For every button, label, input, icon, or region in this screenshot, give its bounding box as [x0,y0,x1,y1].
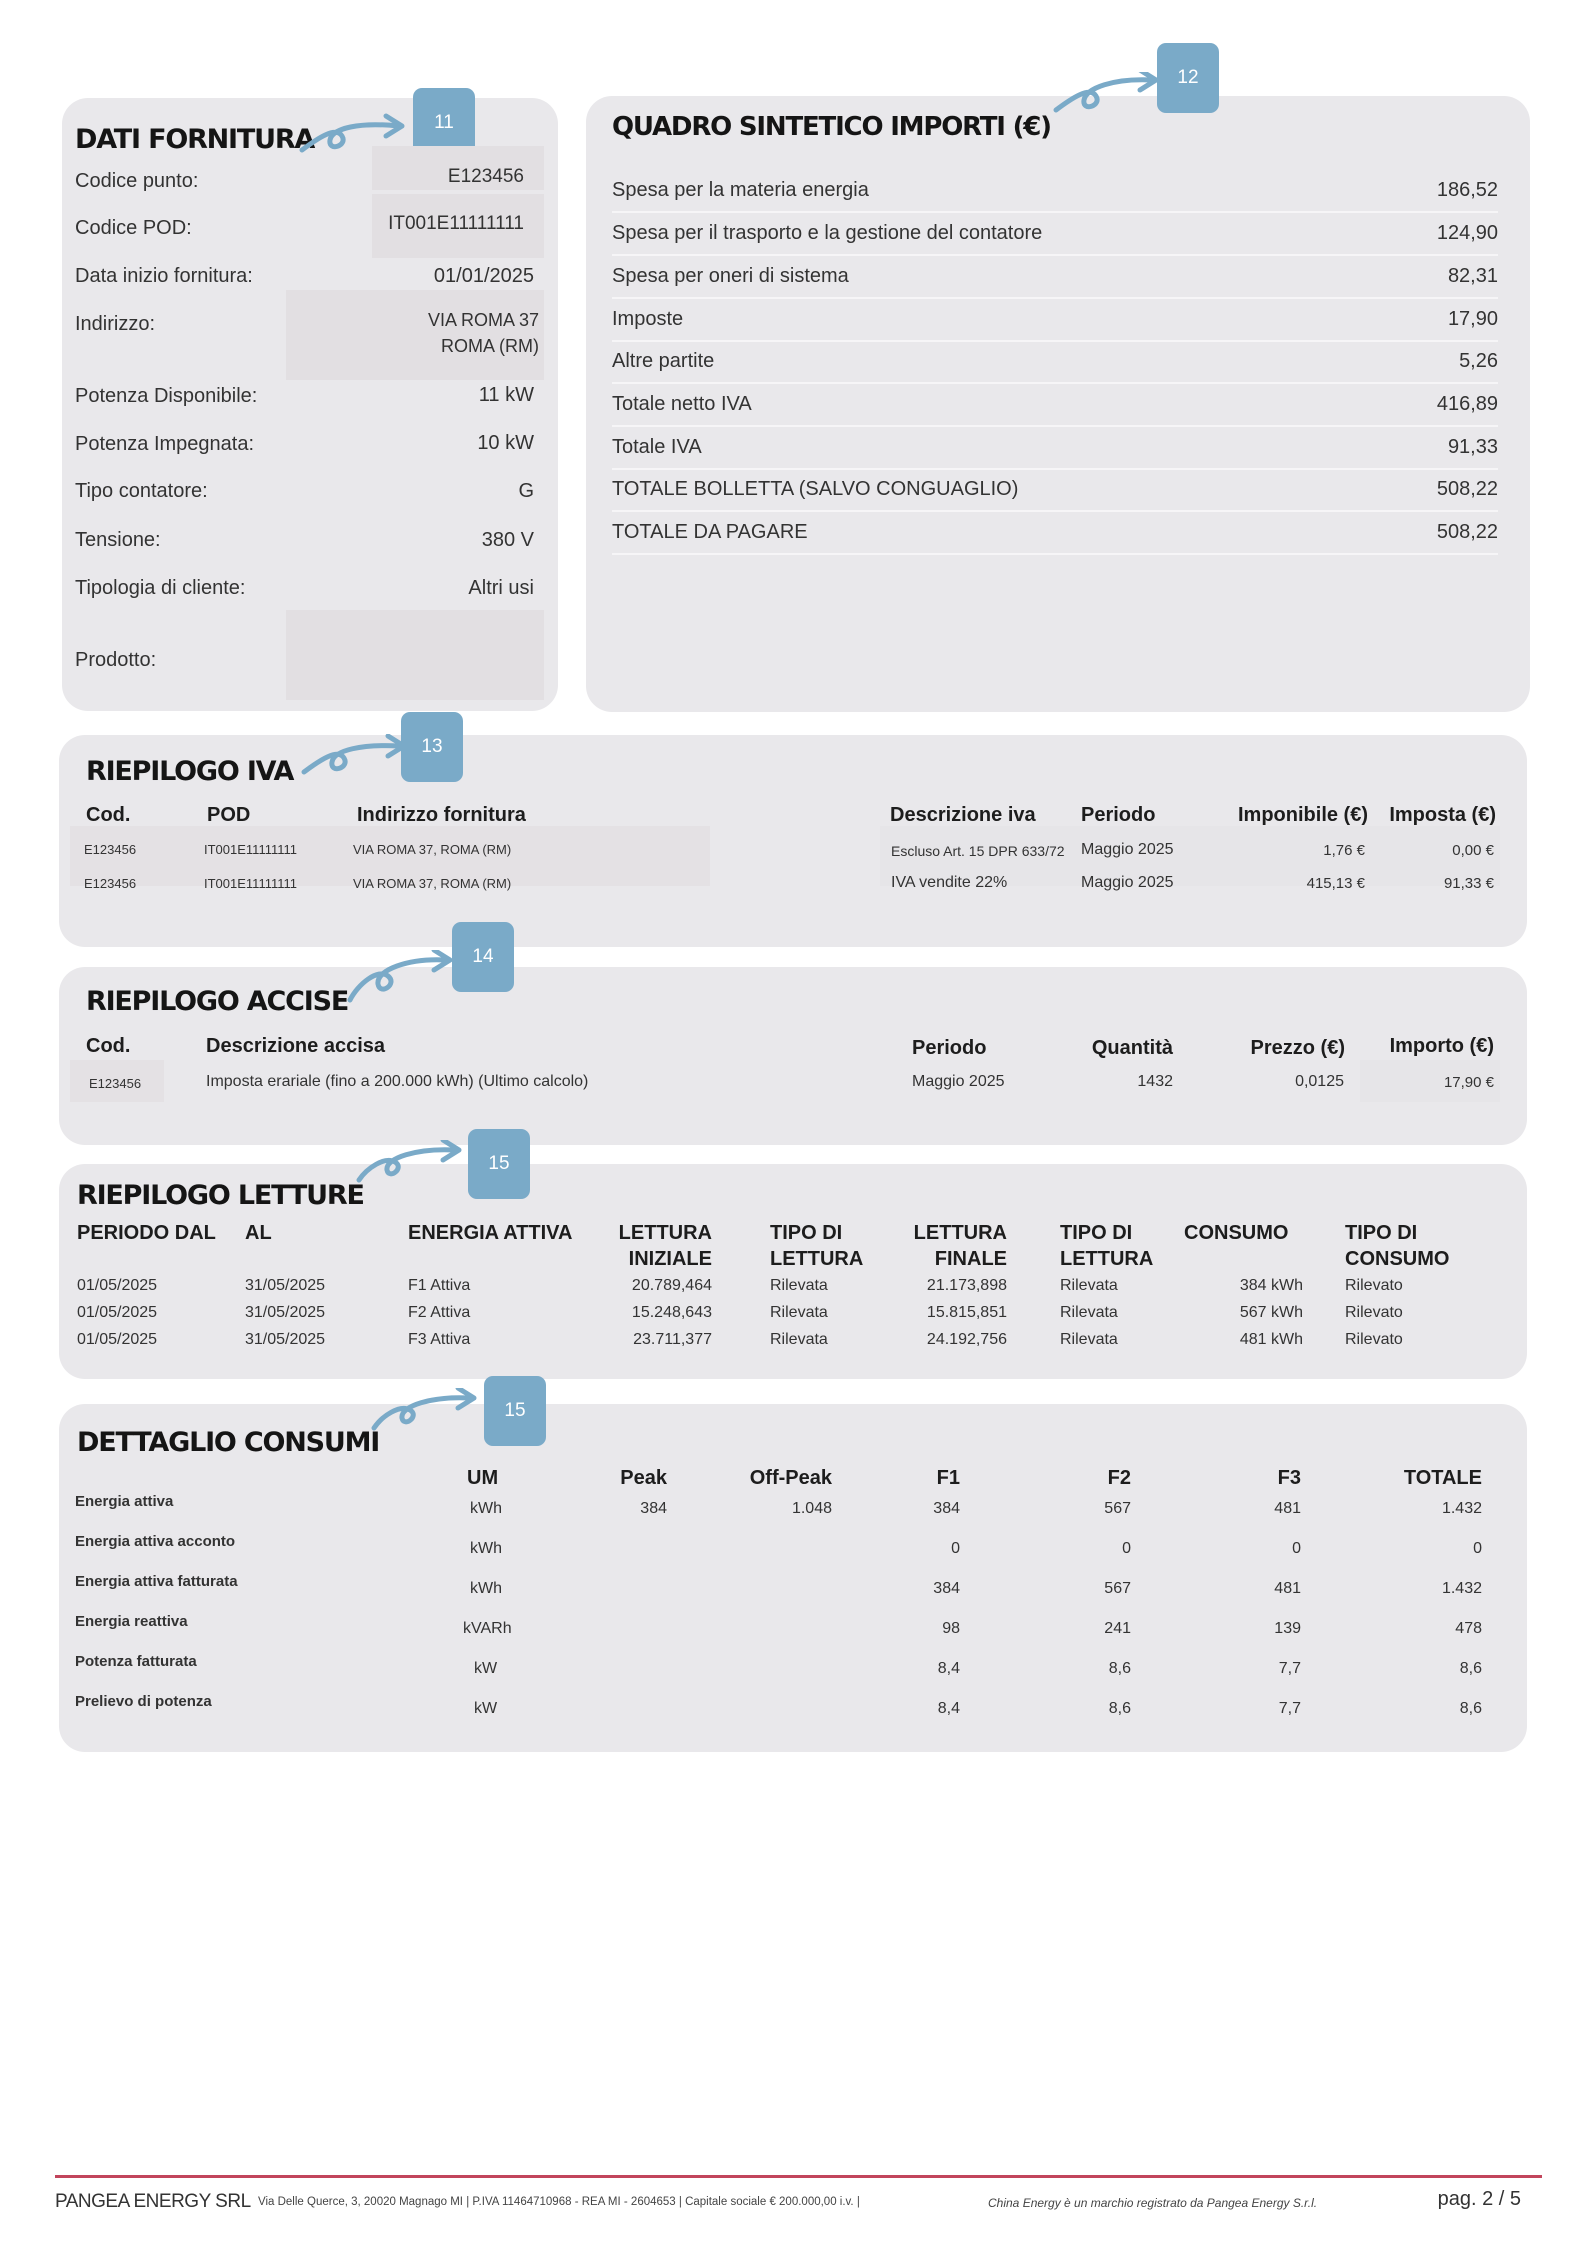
annotation-badge-12: 12 [1157,43,1219,113]
consumi-cell-um: kW [474,1660,498,1677]
letture-cell-dal: 01/05/2025 [77,1331,158,1348]
letture-cell-iniziale: 15.248,643 [631,1304,712,1321]
letture-header-consumo: CONSUMO [1184,1222,1289,1244]
annotation-badge-14: 14 [452,922,514,992]
quadro-row-value: 124,90 [1436,222,1498,244]
iva-cell-pod: IT001E11111111 [204,876,297,891]
consumi-cell-um: kWh [470,1500,502,1517]
quadro-row-value: 508,22 [1436,521,1498,543]
iva-cell-cod: E123456 [84,842,137,857]
iva-cell-imposta: 0,00 € [1452,842,1494,859]
consumi-cell-f2: 567 [1104,1580,1131,1597]
consumi-cell-f3: 0 [1292,1540,1301,1557]
consumi-cell-label: Energia reattiva [75,1613,188,1630]
accise-header-quantita: Quantità [1091,1037,1173,1059]
quadro-row-value: 17,90 [1447,308,1498,330]
curl-arrow-icon [1052,72,1164,118]
consumi-cell-totale: 478 [1455,1620,1482,1637]
consumi-header-peak: Peak [620,1467,667,1489]
consumi-cell-label: Energia attiva [75,1493,174,1510]
riepilogo-iva-title: RIEPILOGO IVA [86,756,294,787]
iva-cell-imponibile: 1,76 € [1323,842,1365,859]
letture-cell-tipo-consumo: Rilevato [1345,1277,1403,1294]
quadro-row-value: 82,31 [1447,265,1498,287]
quadro-sintetico-title: QUADRO SINTETICO IMPORTI (€) [612,112,1051,142]
consumi-cell-f2: 567 [1104,1500,1131,1517]
consumi-cell-f3: 481 [1274,1500,1301,1517]
letture-header-tipo-lettura-2 [1060,1220,1153,1272]
letture-cell-tipo-consumo: Rilevato [1345,1304,1403,1321]
quadro-row-label: Spesa per la materia energia [612,179,869,201]
letture-header-lettura-iniziale-2: INIZIALE [628,1248,712,1270]
curl-arrow-icon [355,1140,467,1186]
letture-header-tipo-consumo [1345,1220,1449,1272]
letture-cell-iniziale: 20.789,464 [631,1277,712,1294]
codice-punto-value: E123456 [447,166,524,187]
quadro-row [612,213,1498,256]
letture-cell-tipo-lettura-2: Rilevata [1060,1277,1118,1294]
letture-header-tipo-lettura-1: TIPO DI [770,1222,843,1244]
letture-header-tipo-lettura2-2: LETTURA [1060,1248,1154,1270]
quadro-row [612,469,1498,512]
letture-cell-al: 31/05/2025 [245,1277,326,1294]
letture-header-lettura-finale [914,1220,1007,1272]
quadro-row [612,256,1498,299]
potenza-disponibile-label: Potenza Disponibile: [75,385,258,407]
curl-arrow-icon [346,950,458,1004]
curl-arrow-icon [300,734,412,780]
iva-cell-imponibile: 415,13 € [1306,875,1365,892]
consumi-cell-f3: 481 [1274,1580,1301,1597]
tipo-contatore-label: Tipo contatore: [75,480,208,502]
prodotto-label: Prodotto: [75,649,157,671]
consumi-cell-label: Potenza fatturata [75,1653,197,1670]
consumi-header-um: UM [467,1467,499,1489]
iva-cell-indirizzo: VIA ROMA 37, ROMA (RM) [353,876,512,891]
accise-header-prezzo: Prezzo (€) [1250,1037,1345,1059]
codice-punto-label: Codice punto: [75,170,199,192]
accise-header-periodo: Periodo [912,1037,987,1059]
potenza-impegnata-label: Potenza Impegnata: [75,433,255,455]
consumi-header-f1: F1 [936,1467,960,1489]
consumi-header-f3: F3 [1277,1467,1301,1489]
iva-header-indirizzo: Indirizzo fornitura [357,804,526,826]
iva-header-descrizione: Descrizione iva [890,804,1036,826]
riepilogo-letture-title: RIEPILOGO LETTURE [77,1180,364,1211]
iva-header-imposta: Imposta (€) [1389,804,1496,826]
accise-cell-descrizione: Imposta erariale (fino a 200.000 kWh) (Ultimo calcolo) [206,1073,589,1090]
accise-header-importo: Importo (€) [1389,1035,1494,1057]
consumi-cell-label: Prelievo di potenza [75,1693,212,1710]
quadro-row-label: TOTALE BOLLETTA (SALVO CONGUAGLIO) [612,478,1019,500]
quadro-row-value: 186,52 [1436,179,1498,201]
letture-cell-finale: 24.192,756 [926,1331,1007,1348]
letture-cell-energia: F3 Attiva [408,1331,471,1348]
iva-cell-imposta: 91,33 € [1443,875,1494,892]
redaction-block [286,610,544,700]
iva-cell-descrizione: Escluso Art. 15 DPR 633/72 [891,843,1065,859]
quadro-row [612,384,1498,427]
letture-header-tipo-consumo-2: CONSUMO [1345,1248,1450,1270]
quadro-row-label: Imposte [612,308,684,330]
tipologia-cliente-label: Tipologia di cliente: [75,577,246,599]
footer-trademark: China Energy è un marchio registrato da Pangea Energy S.r.l. [988,2196,1318,2210]
tipologia-cliente-value: Altri usi [468,577,534,599]
tipo-contatore-value: G [518,480,534,502]
iva-cell-cod: E123456 [84,876,137,891]
consumi-cell-um: kVARh [463,1620,512,1637]
letture-header-periodo-dal: PERIODO DAL [77,1222,216,1244]
consumi-cell-f1: 384 [933,1580,960,1597]
accise-cell-importo: 17,90 € [1443,1074,1494,1091]
letture-cell-tipo-lettura-2: Rilevata [1060,1304,1118,1321]
letture-cell-tipo-consumo: Rilevato [1345,1331,1403,1348]
consumi-cell-f1: 0 [951,1540,960,1557]
letture-header-al: AL [245,1222,272,1244]
indirizzo-line1: VIA ROMA 37 [427,310,539,330]
letture-header-tipo-lettura-2: LETTURA [770,1248,864,1270]
accise-header-descrizione: Descrizione accisa [206,1035,385,1057]
consumi-cell-totale: 0 [1473,1540,1482,1557]
iva-header-cod: Cod. [86,804,131,826]
consumi-cell-f1: 384 [933,1500,960,1517]
curl-arrow-icon [370,1388,482,1434]
consumi-header-f2: F2 [1107,1467,1131,1489]
codice-pod-label: Codice POD: [75,217,192,239]
iva-cell-indirizzo: VIA ROMA 37, ROMA (RM) [353,842,512,857]
annotation-badge-13: 13 [401,712,463,782]
consumi-header-offpeak: Off-Peak [749,1467,832,1489]
letture-cell-finale: 15.815,851 [926,1304,1007,1321]
redaction-block [286,290,544,380]
iva-cell-periodo: Maggio 2025 [1081,841,1174,858]
codice-pod-value: IT001E11111111 [388,213,524,234]
indirizzo-label: Indirizzo: [75,313,156,335]
potenza-impegnata-value: 10 kW [477,432,534,454]
consumi-cell-f2: 241 [1104,1620,1131,1637]
consumi-cell-f3: 7,7 [1278,1700,1301,1717]
consumi-cell-f1: 8,4 [937,1700,960,1717]
consumi-cell-label: Energia attiva acconto [75,1533,236,1550]
data-inizio-value: 01/01/2025 [433,265,534,287]
quadro-row-value: 508,22 [1436,478,1498,500]
iva-cell-pod: IT001E11111111 [204,842,297,857]
accise-cell-periodo: Maggio 2025 [912,1073,1005,1090]
letture-cell-energia: F1 Attiva [408,1277,471,1294]
consumi-cell-offpeak: 1.048 [791,1500,832,1517]
consumi-cell-totale: 8,6 [1459,1660,1482,1677]
letture-header-tipo-lettura [770,1220,863,1272]
letture-cell-dal: 01/05/2025 [77,1277,158,1294]
tensione-label: Tensione: [75,529,161,551]
quadro-row-label: Totale netto IVA [612,393,752,415]
quadro-row-label: Totale IVA [612,436,702,458]
consumi-cell-f3: 7,7 [1278,1660,1301,1677]
quadro-row-value: 5,26 [1459,350,1498,372]
accise-cell-quantita: 1432 [1137,1073,1173,1090]
consumi-cell-f1: 8,4 [937,1660,960,1677]
iva-header-pod: POD [207,804,251,826]
consumi-cell-totale: 1.432 [1441,1500,1482,1517]
letture-header-energia: ENERGIA ATTIVA [408,1222,573,1244]
iva-cell-descrizione: IVA vendite 22% [891,874,1008,891]
quadro-row-label: TOTALE DA PAGARE [612,521,808,543]
iva-header-periodo: Periodo [1081,804,1156,826]
footer-divider [55,2175,1542,2178]
letture-cell-finale: 21.173,898 [926,1277,1007,1294]
consumi-cell-f2: 8,6 [1108,1660,1131,1677]
letture-cell-energia: F2 Attiva [408,1304,471,1321]
dati-fornitura-title: DATI FORNITURA [75,124,315,155]
page-number: pag. 2 / 5 [1437,2188,1521,2210]
letture-cell-consumo: 567 kWh [1239,1304,1303,1321]
quadro-row-value: 416,89 [1436,393,1498,415]
quadro-row-label: Spesa per il trasporto e la gestione del contatore [612,222,1043,244]
iva-cell-periodo: Maggio 2025 [1081,874,1174,891]
consumi-cell-totale: 1.432 [1441,1580,1482,1597]
annotation-badge-11: 11 [413,88,475,158]
footer-company: PANGEA ENERGY SRL [55,2191,251,2212]
letture-header-tipo-consumo-1: TIPO DI [1345,1222,1418,1244]
consumi-cell-label: Energia attiva fatturata [75,1573,238,1590]
letture-cell-consumo: 384 kWh [1239,1277,1303,1294]
consumi-cell-um: kWh [470,1540,502,1557]
quadro-row-value: 91,33 [1447,436,1498,458]
data-inizio-label: Data inizio fornitura: [75,265,253,287]
consumi-header-totale: TOTALE [1403,1467,1482,1489]
letture-header-tipo-lettura2-1: TIPO DI [1060,1222,1133,1244]
consumi-cell-f3: 139 [1274,1620,1301,1637]
letture-cell-tipo-lettura: Rilevata [770,1331,828,1348]
consumi-cell-f2: 8,6 [1108,1700,1131,1717]
footer-details: Via Delle Querce, 3, 20020 Magnago MI | P.IVA 11464710968 - REA MI - 2604653 | Capitale sociale € 200.000,00 i.v. | [258,2196,860,2208]
letture-header-lettura-iniziale-1: LETTURA [618,1222,712,1244]
accise-cell-cod: E123456 [89,1076,142,1091]
consumi-cell-um: kWh [470,1580,502,1597]
quadro-row-label: Altre partite [612,350,715,372]
letture-cell-iniziale: 23.711,377 [633,1331,712,1348]
quadro-row-label: Spesa per oneri di sistema [612,265,849,287]
quadro-row [612,512,1498,555]
riepilogo-accise-title: RIEPILOGO ACCISE [86,986,349,1017]
accise-header-cod: Cod. [86,1035,131,1057]
annotation-badge-15: 15 [468,1129,530,1199]
letture-cell-dal: 01/05/2025 [77,1304,158,1321]
letture-header-lettura-finale-1: LETTURA [913,1222,1007,1244]
iva-header-imponibile: Imponibile (€) [1238,804,1368,826]
quadro-row [612,170,1498,213]
consumi-cell-peak: 384 [640,1500,667,1517]
letture-header-lettura-finale-2: FINALE [934,1248,1007,1270]
letture-header-lettura-iniziale [619,1220,712,1272]
consumi-cell-um: kW [474,1700,498,1717]
letture-cell-consumo: 481 kWh [1239,1331,1303,1348]
consumi-cell-f1: 98 [942,1620,960,1637]
indirizzo-line2: ROMA (RM) [441,336,539,356]
quadro-row [612,427,1498,470]
letture-cell-tipo-lettura-2: Rilevata [1060,1331,1118,1348]
quadro-row [612,341,1498,384]
letture-cell-tipo-lettura: Rilevata [770,1277,828,1294]
consumi-cell-f2: 0 [1122,1540,1131,1557]
potenza-disponibile-value: 11 kW [478,384,534,406]
letture-cell-al: 31/05/2025 [245,1304,326,1321]
tensione-value: 380 V [481,529,534,551]
annotation-badge-15: 15 [484,1376,546,1446]
quadro-row [612,299,1498,342]
letture-cell-al: 31/05/2025 [245,1331,326,1348]
dettaglio-consumi-title: DETTAGLIO CONSUMI [77,1427,380,1458]
letture-cell-tipo-lettura: Rilevata [770,1304,828,1321]
accise-cell-prezzo: 0,0125 [1295,1073,1344,1090]
consumi-cell-totale: 8,6 [1459,1700,1482,1717]
